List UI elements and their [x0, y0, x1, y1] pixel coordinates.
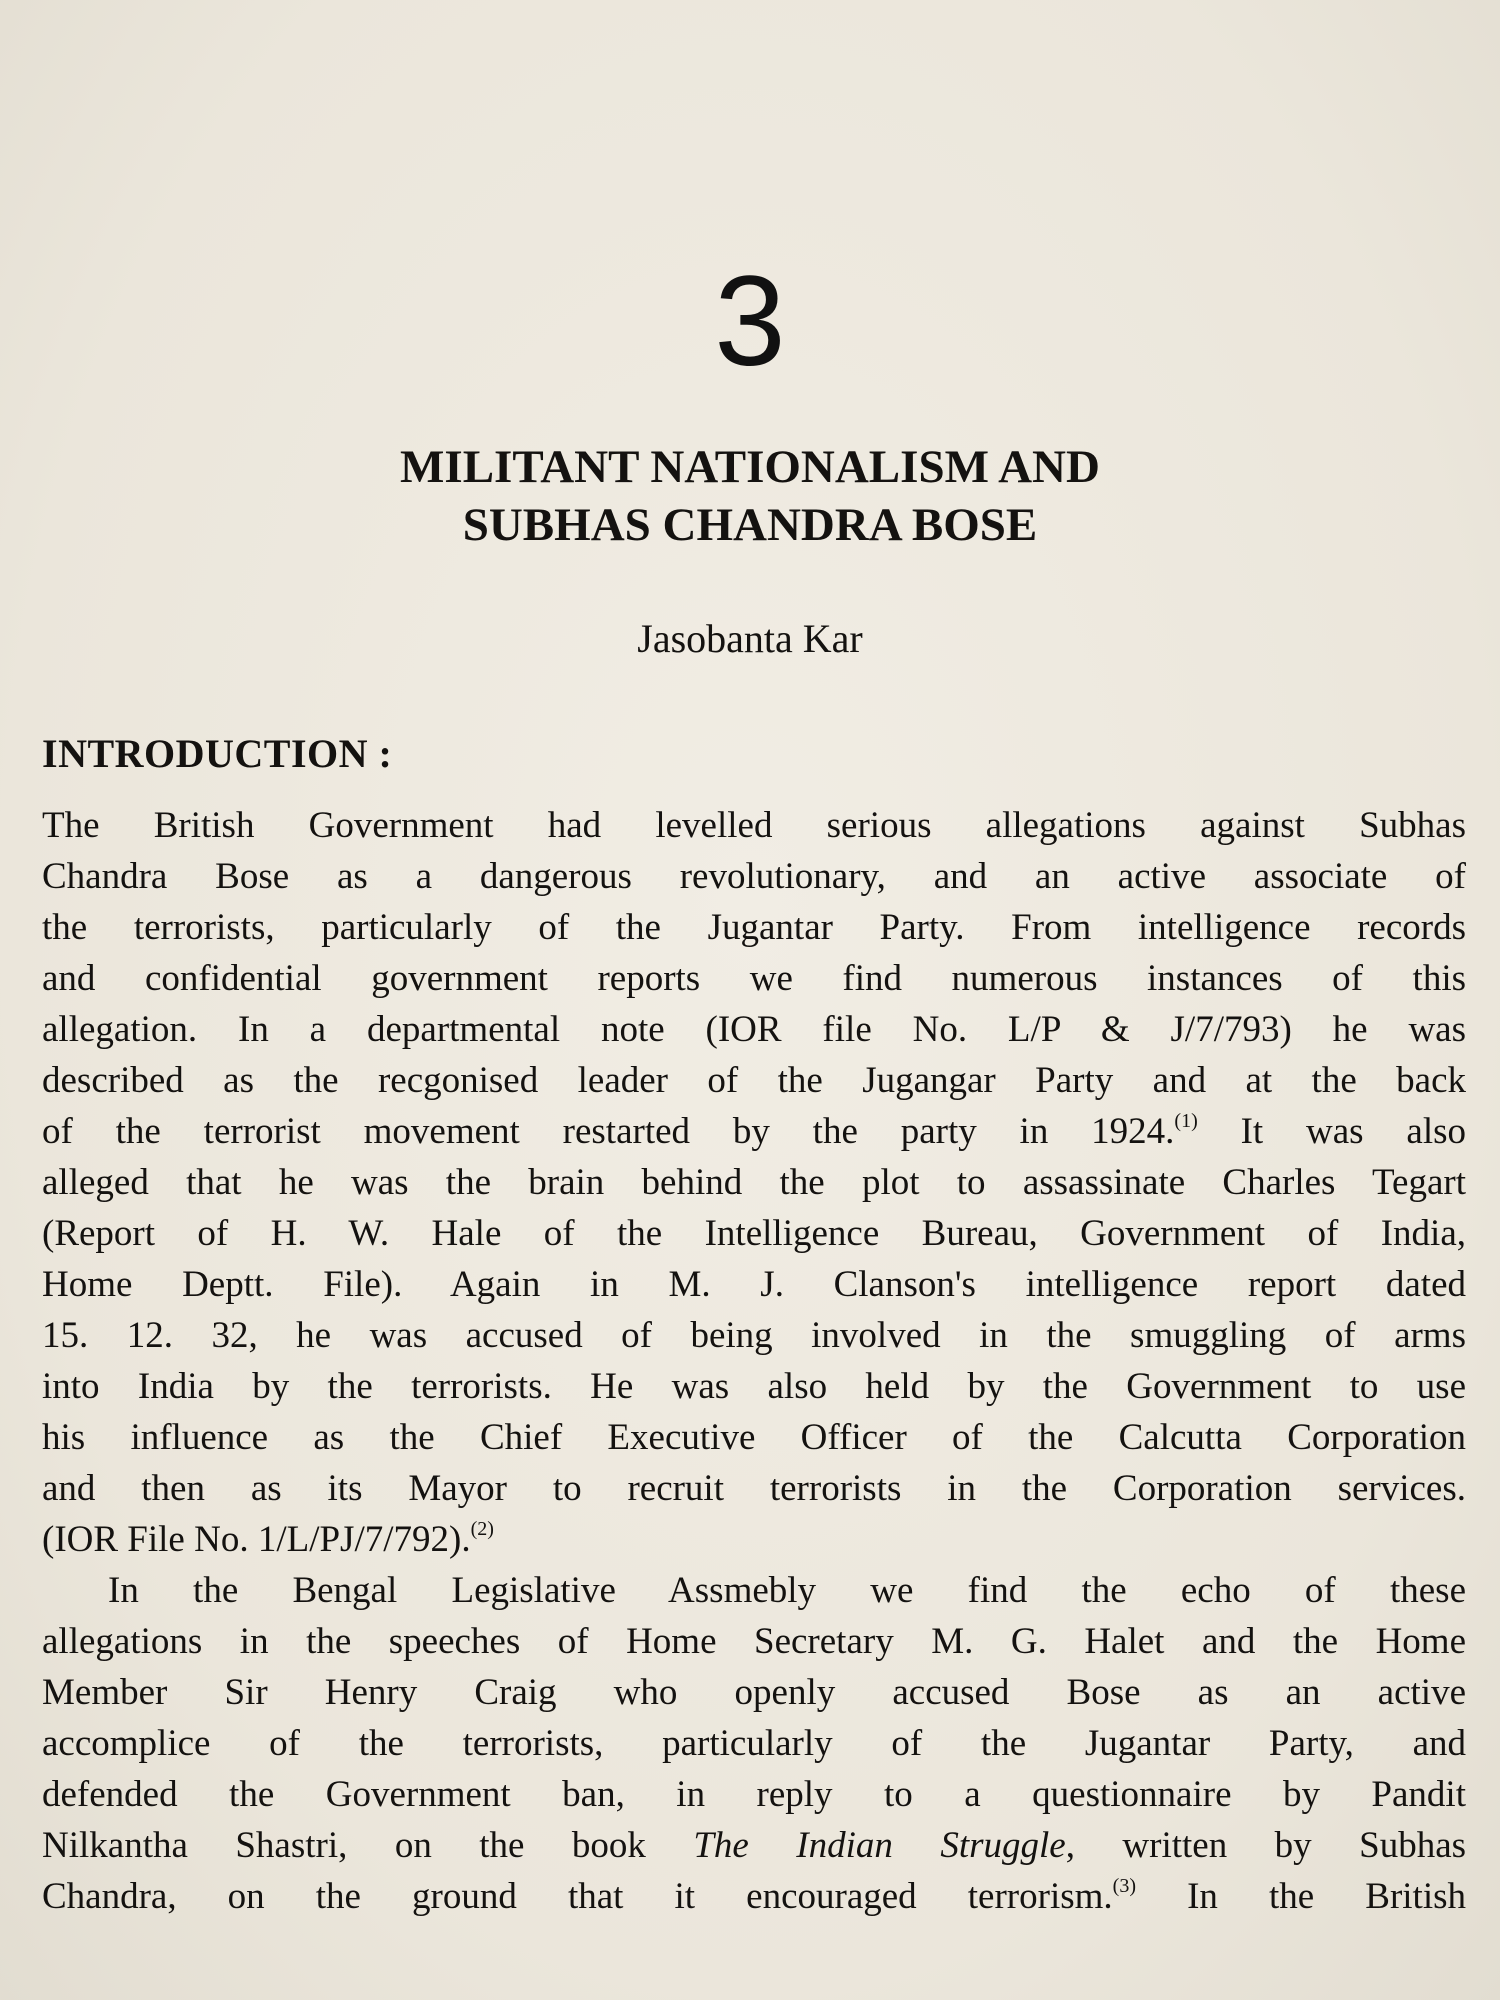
chapter-title-line-2: SUBHAS CHANDRA BOSE	[462, 499, 1038, 551]
text-line: defended the Government ban, in reply to a questionnaire by Pandit	[42, 1774, 1466, 1815]
footnote-marker-1: (1)	[1174, 1110, 1198, 1132]
text-segment: Chandra, on the ground that it encouraged terrorism.	[42, 1876, 1113, 1917]
text-line	[42, 1514, 1466, 1565]
text-line: and confidential government reports we find numerous instances of this	[42, 958, 1466, 999]
paragraph-1	[42, 800, 1466, 1565]
text-line: Chandra Bose as a dangerous revolutionary, and an active associate of	[42, 856, 1466, 897]
text-line	[42, 1871, 1466, 1922]
text-line	[42, 1106, 1466, 1157]
text-line: the terrorists, particularly of the Jugantar Party. From intelligence records	[42, 907, 1466, 948]
section-heading-introduction: INTRODUCTION :	[42, 731, 393, 776]
text-segment: , written by Subhas	[1065, 1825, 1467, 1866]
text-line: Home Deptt. File). Again in M. J. Clanson's intelligence report dated	[42, 1264, 1466, 1305]
text-line: allegation. In a departmental note (IOR file No. L/P & J/7/793) he was	[42, 1009, 1466, 1050]
text-segment: Nilkantha Shastri, on the book	[42, 1825, 646, 1866]
text-line: The British Government had levelled serious allegations against Subhas	[42, 805, 1466, 846]
text-line: allegations in the speeches of Home Secretary M. G. Halet and the Home	[42, 1621, 1466, 1662]
text-line: and then as its Mayor to recruit terrorists in the Corporation services.	[42, 1468, 1466, 1509]
text-line: 15. 12. 32, he was accused of being involved in the smuggling of arms	[42, 1315, 1466, 1356]
chapter-title-line-1: MILITANT NATIONALISM AND	[400, 441, 1100, 493]
text-segment: It was also	[1240, 1111, 1466, 1152]
text-segment: (IOR File No. 1/L/PJ/7/792).	[42, 1519, 471, 1560]
chapter-title	[0, 438, 1500, 554]
author-name: Jasobanta Kar	[637, 616, 863, 661]
footnote-marker-2: (2)	[470, 1518, 494, 1540]
text-line: alleged that he was the brain behind the plot to assassinate Charles Tegart	[42, 1162, 1466, 1203]
text-line	[42, 1820, 1466, 1871]
text-segment: In the British	[1187, 1876, 1467, 1917]
text-line: into India by the terrorists. He was also held by the Government to use	[42, 1366, 1466, 1407]
text-line: Member Sir Henry Craig who openly accused Bose as an active	[42, 1672, 1466, 1713]
book-title: The Indian Struggle	[693, 1825, 1066, 1866]
text-segment: of the terrorist movement restarted by the party in 1924.	[42, 1111, 1175, 1152]
text-line: accomplice of the terrorists, particularly of the Jugantar Party, and	[42, 1723, 1466, 1764]
paragraph-2	[42, 1565, 1466, 1922]
text-line: his influence as the Chief Executive Officer of the Calcutta Corporation	[42, 1417, 1466, 1458]
chapter-number: 3	[714, 250, 786, 393]
body-text	[42, 800, 1466, 1922]
text-line: In the Bengal Legislative Assmebly we find the echo of these	[108, 1570, 1466, 1611]
text-line: (Report of H. W. Hale of the Intelligence Bureau, Government of India,	[42, 1213, 1466, 1254]
footnote-marker-3: (3)	[1112, 1875, 1136, 1897]
text-line: described as the recgonised leader of the Jugangar Party and at the back	[42, 1060, 1466, 1101]
